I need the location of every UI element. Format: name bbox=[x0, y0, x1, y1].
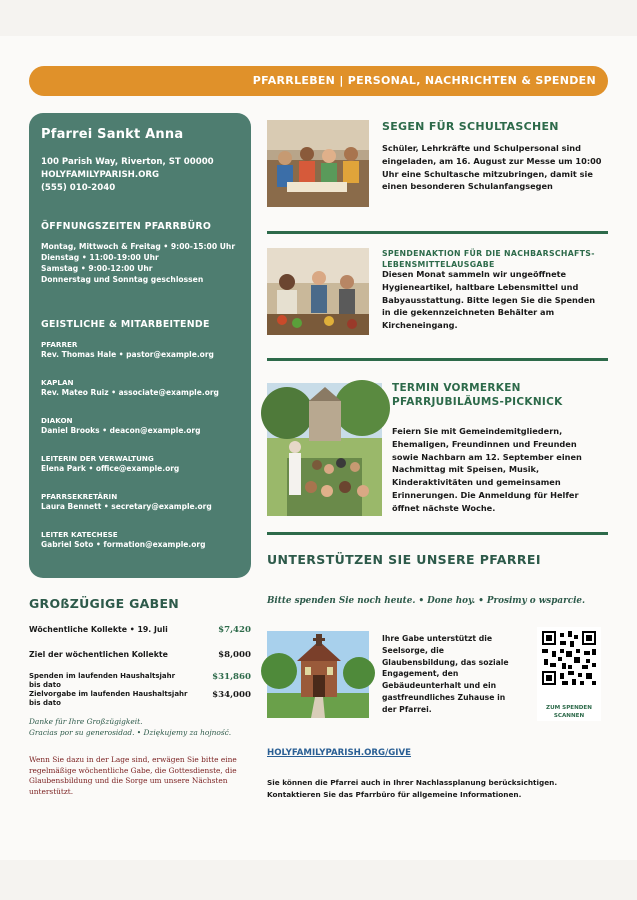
giving-row bbox=[29, 625, 251, 635]
giving-value: $34,000 bbox=[212, 690, 251, 700]
staff-contact: Elena Park • office@example.org bbox=[41, 464, 180, 473]
news-body: Diesen Monat sammeln wir ungeöffnete Hygieneartikel, haltbare Lebensmittel und Babyausstattung. Bitte legen Sie die Spenden in die gekennzeichneten Behälter am Kircheneingang. bbox=[382, 269, 596, 331]
staff-entry bbox=[41, 340, 239, 360]
staff-contact: Rev. Mateo Ruiz • associate@example.org bbox=[41, 388, 219, 397]
donation-qr-block[interactable] bbox=[537, 627, 601, 721]
qr-caption: ZUM SPENDEN SCANNEN bbox=[546, 705, 592, 719]
staff-role: LEITERIN DER VERWALTUNG bbox=[41, 454, 154, 463]
staff-contact: Laura Bennett • secretary@example.org bbox=[41, 502, 212, 511]
support-body: Ihre Gabe unterstützt die Seelsorge, die Glaubensbildung, das soziale Engagement, den Gebäudeunterhalt und ein gastfreundliches Zuhause in der Pfarrei. bbox=[382, 634, 509, 714]
news-heading: TERMIN VORMERKEN PFARRJUBILÄUMS-PICKNICK bbox=[392, 382, 563, 408]
legacy-giving-note: Sie können die Pfarrei auch in Ihrer Nachlassplanung berücksichtigen. Kontaktieren Sie das Pfarrbüro für allgemeine Informationen. bbox=[267, 778, 558, 799]
support-heading: UNTERSTÜTZEN SIE UNSERE PFARREI bbox=[267, 552, 541, 567]
parish-name: Pfarrei Sankt Anna bbox=[41, 127, 184, 142]
school-blessing-photo bbox=[267, 120, 369, 207]
office-hours-heading: ÖFFNUNGSZEITEN PFARRBÜRO bbox=[41, 221, 212, 232]
giving-value: $7,420 bbox=[218, 625, 251, 635]
office-hours-line: Samstag • 9:00-12:00 Uhr bbox=[41, 264, 153, 273]
parish-info-sidebar bbox=[29, 113, 251, 578]
qr-code-icon[interactable] bbox=[542, 631, 596, 685]
section-banner: PFARRLEBEN | PERSONAL, NACHRICHTEN & SPENDEN bbox=[29, 66, 608, 96]
thanks-multilingual: Gracias por su generosidad. • Dziękujemy za hojność. bbox=[29, 728, 232, 737]
giving-heading: GROßZÜGIGE GABEN bbox=[29, 596, 180, 611]
food-drive-photo bbox=[267, 248, 369, 335]
news-body: Schüler, Lehrkräfte und Schulpersonal sind eingeladen, am 16. August zur Messe um 10:00 Uhr eine Schultasche mitzubringen, damit sie einen besonderen Schulanfangsegen bbox=[382, 143, 602, 192]
giving-label: Spenden im laufenden Haushaltsjahr bis dato bbox=[29, 672, 176, 689]
giving-value: $8,000 bbox=[218, 650, 251, 660]
giving-section bbox=[29, 596, 251, 797]
giving-row bbox=[29, 690, 251, 707]
office-hours-line: Montag, Mittwoch & Freitag • 9:00-15:00 Uhr bbox=[41, 242, 236, 251]
staff-entry bbox=[41, 530, 239, 550]
staff-entry bbox=[41, 454, 239, 474]
staff-entry bbox=[41, 378, 239, 398]
staff-role: DIAKON bbox=[41, 416, 73, 425]
staff-role: PFARRSEKRETÄRIN bbox=[41, 492, 118, 501]
parish-phone: (555) 010-2040 bbox=[41, 183, 116, 193]
giving-label: Zielvorgabe im laufenden Haushaltsjahr bis dato bbox=[29, 690, 188, 707]
thanks-line: Danke für Ihre Großzügigkeit. bbox=[29, 717, 143, 726]
staff-role: KAPLAN bbox=[41, 378, 74, 387]
giving-label: Ziel der wöchentlichen Kollekte bbox=[29, 650, 168, 659]
section-divider bbox=[267, 231, 608, 234]
giving-label: Wöchentliche Kollekte • 19. Juli bbox=[29, 625, 168, 634]
staff-role: LEITER KATECHESE bbox=[41, 530, 118, 539]
support-tagline: Bitte spenden Sie noch heute. • Done hoy. • Prosimy o wsparcie. bbox=[267, 596, 586, 606]
parish-address: 100 Parish Way, Riverton, ST 00000 bbox=[41, 157, 214, 167]
staff-entry bbox=[41, 492, 239, 512]
giving-row bbox=[29, 650, 251, 660]
staff-contact: Gabriel Soto • formation@example.org bbox=[41, 540, 206, 549]
giving-row bbox=[29, 672, 251, 689]
staff-contact: Daniel Brooks • deacon@example.org bbox=[41, 426, 201, 435]
office-hours-line: Donnerstag und Sonntag geschlossen bbox=[41, 275, 204, 284]
picnic-photo bbox=[267, 383, 382, 516]
news-heading: SEGEN FÜR SCHULTASCHEN bbox=[382, 120, 559, 133]
news-heading: SPENDENAKTION FÜR DIE NACHBARSCHAFTS-LEBENSMITTELAUSGABE bbox=[382, 249, 595, 269]
church-photo bbox=[267, 631, 369, 718]
bulletin-page bbox=[0, 36, 637, 860]
parish-website[interactable]: HOLYFAMILYPARISH.ORG bbox=[41, 170, 160, 180]
giving-value: $31,860 bbox=[212, 672, 251, 682]
staff-contact: Rev. Thomas Hale • pastor@example.org bbox=[41, 350, 214, 359]
section-divider bbox=[267, 358, 608, 361]
staff-entry bbox=[41, 416, 239, 436]
staff-heading: GEISTLICHE & MITARBEITENDE bbox=[41, 319, 210, 330]
office-hours-line: Dienstag • 11:00-19:00 Uhr bbox=[41, 253, 159, 262]
give-link[interactable]: HOLYFAMILYPARISH.ORG/GIVE bbox=[267, 748, 412, 758]
news-body: Feiern Sie mit Gemeindemitgliedern, Ehemaligen, Freundinnen und Freunden sowie Nachbarn am 12. September einen Nachmittag mit Speisen, Musik, Kinderaktivitäten und gemeinsamen Erinnerungen. Die Anmeldung für Helfer öffnet nächste Woche. bbox=[392, 426, 582, 513]
giving-appeal: Wenn Sie dazu in der Lage sind, erwägen Sie bitte eine regelmäßige wöchentliche Gabe, die Gottesdienste, die Glaubensbildung und die Sorge um unsere Nächsten unterstützt. bbox=[29, 755, 237, 796]
section-divider bbox=[267, 532, 608, 535]
staff-role: PFARRER bbox=[41, 340, 78, 349]
